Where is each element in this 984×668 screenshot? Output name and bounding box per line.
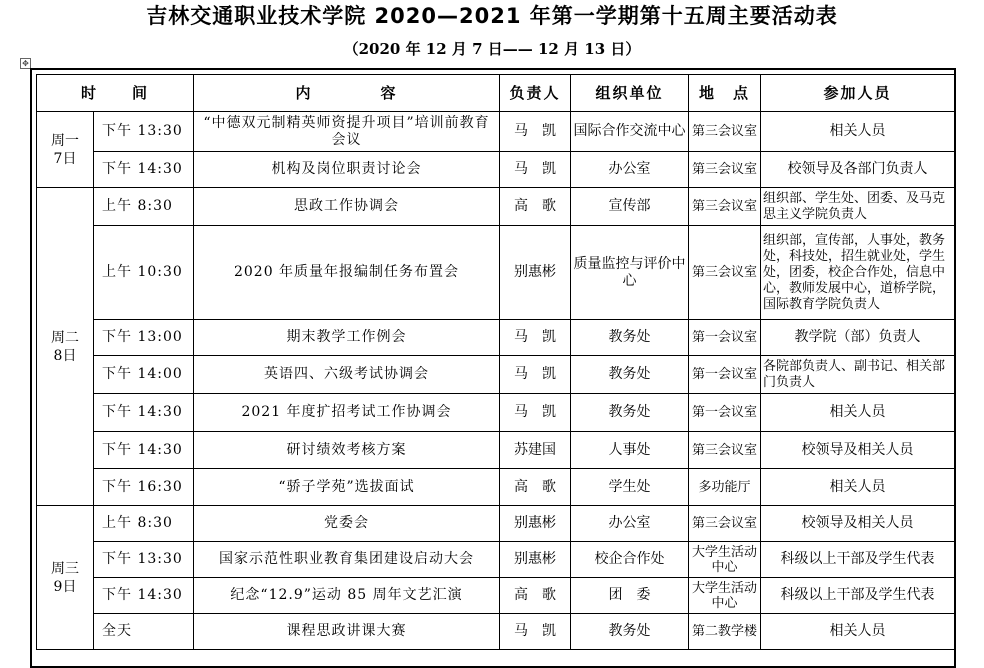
table-row — [37, 152, 955, 188]
org-cell: 宣传部 — [571, 188, 689, 226]
leader-cell: 马 凯 — [500, 152, 571, 188]
time-cell: 上午 8:30 — [94, 506, 194, 542]
table-row — [37, 469, 955, 506]
org-cell: 教务处 — [571, 320, 689, 356]
time-cell: 全天 — [94, 614, 194, 650]
move-handle-icon[interactable]: ✥ — [20, 58, 31, 69]
org-cell: 办公室 — [571, 506, 689, 542]
leader-cell: 马 凯 — [500, 112, 571, 152]
place-cell: 第三会议室 — [689, 226, 761, 320]
participants-cell: 相关人员 — [761, 394, 955, 432]
participants-cell: 校领导及各部门负责人 — [761, 152, 955, 188]
org-cell: 国际合作交流中心 — [571, 112, 689, 152]
participants-cell: 校领导及相关人员 — [761, 432, 955, 469]
leader-cell: 苏建国 — [500, 432, 571, 469]
content-cell: 党委会 — [194, 506, 500, 542]
participants-cell: 教学院（部）负责人 — [761, 320, 955, 356]
table-row — [37, 578, 955, 614]
place-cell: 第一会议室 — [689, 320, 761, 356]
date-range: （2020 年 12 月 7 日—— 12 月 13 日） — [343, 40, 641, 58]
org-cell: 校企合作处 — [571, 542, 689, 578]
header-place: 地 点 — [689, 75, 761, 112]
content-cell: 思政工作协调会 — [194, 188, 500, 226]
time-cell: 下午 13:30 — [94, 112, 194, 152]
day-date: 7日 — [53, 150, 77, 167]
participants-cell: 校领导及相关人员 — [761, 506, 955, 542]
day-label: 周三 — [51, 560, 79, 577]
participants-cell: 组织部、学生处、团委、及马克思主义学院负责人 — [761, 188, 955, 226]
leader-cell: 高 歌 — [500, 469, 571, 506]
table-row — [37, 320, 955, 356]
participants-cell: 科级以上干部及学生代表 — [761, 578, 955, 614]
time-cell: 上午 10:30 — [94, 226, 194, 320]
leader-cell: 马 凯 — [500, 394, 571, 432]
place-cell: 第一会议室 — [689, 356, 761, 394]
table-row — [37, 506, 955, 542]
time-cell: 下午 14:30 — [94, 578, 194, 614]
day-label: 周一 — [51, 132, 79, 149]
content-cell: “中德双元制精英师资提升项目”培训前教育会议 — [194, 112, 500, 152]
time-cell: 下午 14:30 — [94, 432, 194, 469]
time-cell: 下午 13:00 — [94, 320, 194, 356]
table-row — [37, 614, 955, 650]
org-cell: 人事处 — [571, 432, 689, 469]
content-cell: 课程思政讲课大赛 — [194, 614, 500, 650]
org-cell: 教务处 — [571, 394, 689, 432]
place-cell: 第一会议室 — [689, 394, 761, 432]
time-cell: 下午 14:30 — [94, 394, 194, 432]
place-cell: 大学生活动中心 — [689, 578, 761, 614]
day-date: 9日 — [53, 578, 77, 595]
table-row — [37, 394, 955, 432]
content-cell: 期末教学工作例会 — [194, 320, 500, 356]
place-cell: 第二教学楼 — [689, 614, 761, 650]
day-date: 8日 — [53, 347, 77, 364]
leader-cell: 马 凯 — [500, 614, 571, 650]
day-cell — [37, 112, 94, 188]
time-cell: 下午 14:30 — [94, 152, 194, 188]
participants-cell: 相关人员 — [761, 469, 955, 506]
page-title: 吉林交通职业技术学院 2020—2021 年第一学期第十五周主要活动表 — [146, 4, 838, 28]
time-cell: 下午 13:30 — [94, 542, 194, 578]
place-cell: 大学生活动中心 — [689, 542, 761, 578]
leader-cell: 别惠彬 — [500, 226, 571, 320]
leader-cell: 高 歌 — [500, 188, 571, 226]
participants-cell: 各院部负责人、副书记、相关部门负责人 — [761, 356, 955, 394]
day-cell — [37, 506, 94, 650]
place-cell: 第三会议室 — [689, 506, 761, 542]
participants-cell: 相关人员 — [761, 112, 955, 152]
content-cell: “骄子学苑”选拔面试 — [194, 469, 500, 506]
table-row — [37, 356, 955, 394]
content-cell: 2020 年质量年报编制任务布置会 — [194, 226, 500, 320]
content-cell: 机构及岗位职责讨论会 — [194, 152, 500, 188]
table-row — [37, 226, 955, 320]
org-cell: 教务处 — [571, 356, 689, 394]
leader-cell: 马 凯 — [500, 320, 571, 356]
header-leader: 负责人 — [500, 75, 571, 112]
content-cell: 英语四、六级考试协调会 — [194, 356, 500, 394]
day-label: 周二 — [51, 329, 79, 346]
place-cell: 第三会议室 — [689, 112, 761, 152]
day-cell — [37, 188, 94, 506]
org-cell: 学生处 — [571, 469, 689, 506]
org-cell: 办公室 — [571, 152, 689, 188]
header-participants: 参加人员 — [761, 75, 955, 112]
org-cell: 团 委 — [571, 578, 689, 614]
activity-table — [36, 74, 955, 650]
content-cell: 研讨绩效考核方案 — [194, 432, 500, 469]
participants-cell: 科级以上干部及学生代表 — [761, 542, 955, 578]
org-cell: 教务处 — [571, 614, 689, 650]
org-cell: 质量监控与评价中心 — [571, 226, 689, 320]
table-row — [37, 188, 955, 226]
time-cell: 下午 16:30 — [94, 469, 194, 506]
leader-cell: 高 歌 — [500, 578, 571, 614]
content-cell: 国家示范性职业教育集团建设启动大会 — [194, 542, 500, 578]
place-cell: 多功能厅 — [689, 469, 761, 506]
place-cell: 第三会议室 — [689, 432, 761, 469]
table-row — [37, 542, 955, 578]
time-cell: 下午 14:00 — [94, 356, 194, 394]
header-org: 组织单位 — [571, 75, 689, 112]
time-cell: 上午 8:30 — [94, 188, 194, 226]
header-row — [37, 75, 955, 112]
participants-cell: 相关人员 — [761, 614, 955, 650]
leader-cell: 马 凯 — [500, 356, 571, 394]
place-cell: 第三会议室 — [689, 152, 761, 188]
table-row — [37, 432, 955, 469]
leader-cell: 别惠彬 — [500, 506, 571, 542]
header-content: 内 容 — [194, 75, 500, 112]
content-cell: 2021 年度扩招考试工作协调会 — [194, 394, 500, 432]
header-time: 时 间 — [37, 75, 194, 112]
place-cell: 第三会议室 — [689, 188, 761, 226]
participants-cell: 组织部，宣传部，人事处，教务处，科技处，招生就业处，学生处，团委，校企合作处，信息中心，教师发展中心，道桥学院，国际教育学院负责人 — [761, 226, 955, 320]
table-row — [37, 112, 955, 152]
content-cell: 纪念“12.9”运动 85 周年文艺汇演 — [194, 578, 500, 614]
leader-cell: 别惠彬 — [500, 542, 571, 578]
